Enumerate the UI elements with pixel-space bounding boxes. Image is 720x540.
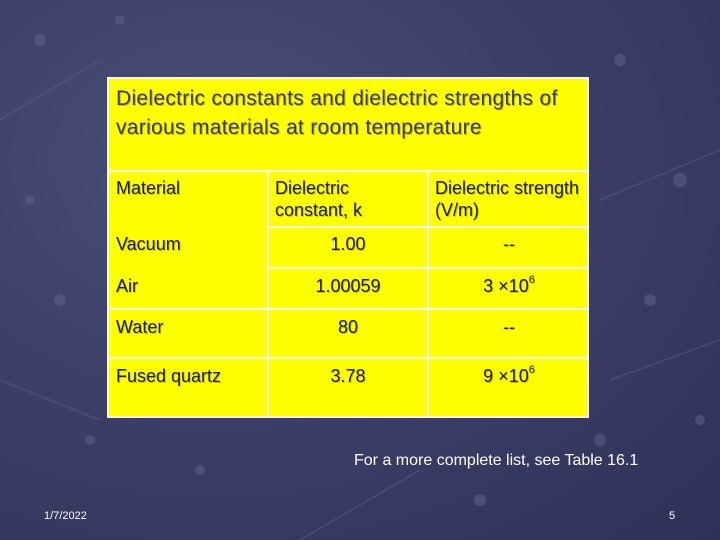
row-divider-3 (107, 308, 589, 310)
row-strength: -- (503, 317, 515, 337)
header-material: Material (116, 178, 181, 198)
row-constant: 1.00 (330, 234, 366, 254)
row-strength: -- (503, 234, 515, 254)
row-material: Vacuum (116, 234, 181, 254)
header-dielectric-strength: Dielectric strength (V/m) (435, 178, 580, 220)
row-strength: $3 \times 10^6$ (483, 274, 535, 296)
row-material: Air (116, 276, 138, 296)
table-title: Dielectric constants and dielectric strengths of various materials at room temperature (116, 87, 558, 139)
row-constant: 1.00059 (315, 276, 381, 296)
row-material: Fused quartz (116, 366, 222, 386)
row-constant: 80 (337, 317, 359, 337)
row-divider-4 (107, 357, 589, 359)
header-dielectric-constant: Dielectric constant, k (275, 178, 363, 220)
row-constant: 3.78 (330, 366, 366, 386)
row-divider-2 (267, 267, 589, 269)
page-number: 5 (669, 510, 676, 522)
row-material: Water (116, 317, 164, 337)
footnote: For a more complete list, see Table 16.1 (354, 452, 639, 469)
row-divider-1 (267, 226, 589, 228)
slide-date: 1/7/2022 (44, 510, 87, 522)
header-divider (107, 170, 589, 172)
row-strength: $9 \times 10^6$ (483, 364, 535, 386)
